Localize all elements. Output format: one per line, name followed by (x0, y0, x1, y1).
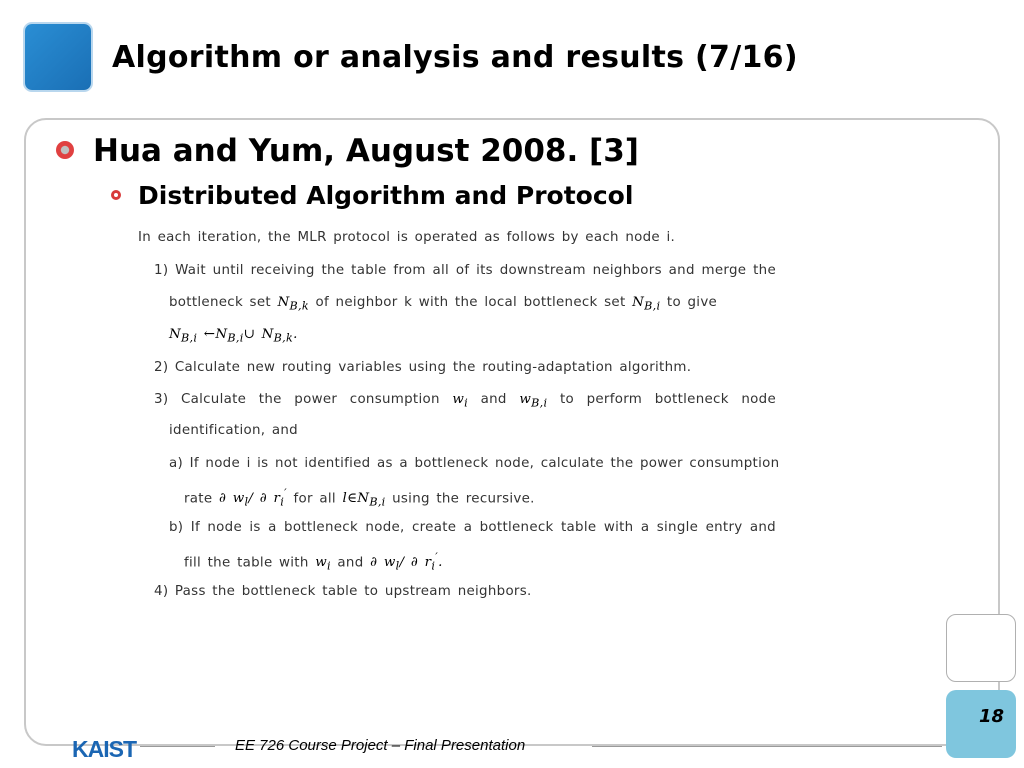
algo-step3-line2: identification, and (169, 423, 298, 438)
algo-step3b-line1: b) If node is a bottleneck node, create a bottleneck table with a single entry and (169, 520, 776, 535)
math-n-bi: $N_{B,i}$ (632, 295, 661, 313)
text-fragment: using the recursive. (392, 491, 535, 507)
text-fragment: and (480, 392, 507, 407)
footer-course-title: EE 726 Course Project – Final Presentation (235, 737, 526, 754)
corner-decoration-box (946, 614, 1016, 682)
algo-step3b-line2 (184, 551, 443, 573)
math-w-i: $w_i$ (452, 392, 469, 410)
bullet-circle-icon (56, 141, 74, 159)
text-fragment: bottleneck set (169, 295, 271, 310)
text-fragment: and (337, 555, 364, 571)
algo-intro: In each iteration, the MLR protocol is operated as follows by each node i. (138, 230, 676, 245)
text-fragment: to perform bottleneck node (559, 392, 776, 407)
text-fragment: for all (293, 491, 336, 507)
text-fragment: to give (666, 295, 718, 310)
algo-step2: 2) Calculate new routing variables using the routing-adaptation algorithm. (154, 360, 692, 375)
footer-divider-left (140, 746, 215, 747)
math-l-in-nbi: $l\in N_{B,i}$ (342, 491, 386, 510)
sub-bullet-heading: Distributed Algorithm and Protocol (138, 181, 634, 210)
algo-step3a-line1: a) If node i is not identified as a bottleneck node, calculate the power consumption (169, 456, 780, 471)
algo-step1-line2 (169, 295, 717, 313)
slide-logo-square (25, 24, 91, 90)
math-partial-derivative: ∂ $w_l/$ ∂ $r_i'$. (370, 551, 443, 574)
algo-step1-line3: $N_{B,i}$ $\leftarrow N_{B,i}\cup$ $N_{B,k}$. (169, 327, 298, 345)
page-number: 18 (978, 706, 1004, 727)
algo-step3-line1 (154, 392, 776, 410)
slide-title: Algorithm or analysis and results (7/16) (112, 40, 798, 75)
math-partial-derivative: ∂ $w_l/$ ∂ $r_i'$ (218, 487, 287, 510)
text-fragment: 3) Calculate the power consumption (154, 392, 440, 407)
main-bullet-heading: Hua and Yum, August 2008. [3] (93, 133, 639, 169)
text-fragment: rate (184, 491, 213, 507)
math-n-bk: $N_{B,k}$ (277, 295, 309, 313)
algo-step3a-line2 (184, 487, 535, 509)
math-w-bi: $w_{B,i}$ (519, 392, 548, 410)
math-w-i: $w_i$ (315, 555, 331, 574)
text-fragment: fill the table with (184, 555, 309, 571)
footer-divider-right (592, 746, 942, 747)
kaist-logo: KAIST (72, 736, 136, 762)
sub-bullet-ring-icon (111, 190, 121, 200)
algo-step1-line1: 1) Wait until receiving the table from all of its downstream neighbors and merge the (154, 263, 776, 278)
algo-step4: 4) Pass the bottleneck table to upstream neighbors. (154, 584, 532, 599)
page-number-box (946, 690, 1016, 758)
text-fragment: of neighbor k with the local bottleneck set (315, 295, 626, 310)
